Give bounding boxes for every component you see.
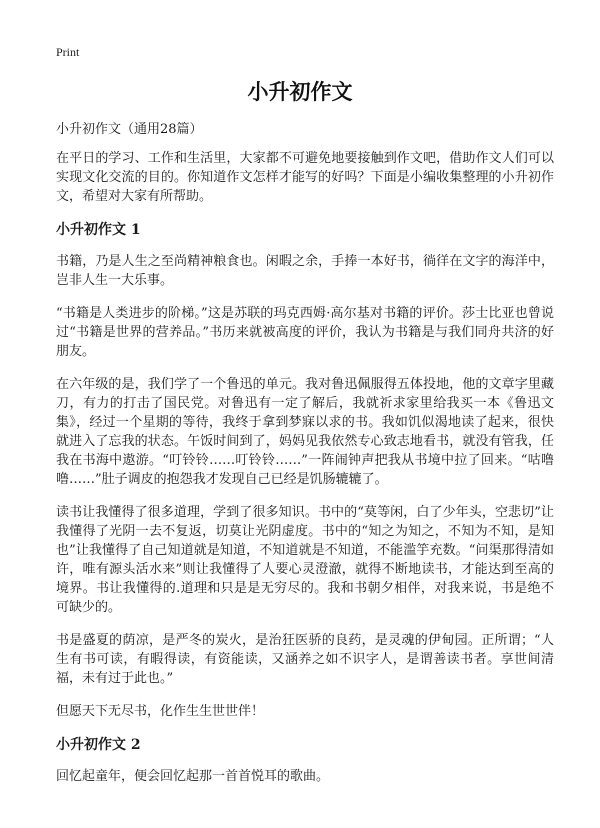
- article-subtitle: 小升初作文（通用28篇）: [56, 122, 203, 137]
- section-1-paragraph-1: 书籍，乃是人生之至尚精神粮食也。闲暇之余，手捧一本好书，徜徉在文字的海洋中，岂非人生一大乐事。: [56, 254, 554, 288]
- section-1-paragraph-3: 在六年级的是，我们学了一个鲁迅的单元。我对鲁迅佩服得五体投地，他的文章字里藏刀，有力的打击了国民党。对鲁迅有一定了解后，我就祈求家里给我买一本《鲁迅文集》，经过一个星期的等待，我终于拿到梦寐以求的书。我如饥似渴地读了起来，很快就进入了忘我的状态。午饭时间到了，妈妈见我依然专心致志地看书，就没有管我，任我在书海中遨游。“叮铃铃……叮铃铃……”一阵闹钟声把我从书境中拉了回来。“咕噜噜……”肚子调皮的抱怨我才发现自己已经是饥肠辘辘了。: [56, 377, 554, 487]
- section-heading-1: 小升初作文 1: [56, 222, 141, 238]
- section-2-paragraph-1: 回忆起童年，便会回忆起那一首首悦耳的歌曲。: [56, 769, 330, 784]
- print-link[interactable]: Print: [56, 45, 80, 59]
- section-heading-2: 小升初作文 2: [56, 737, 141, 753]
- article-body: [56, 120, 554, 800]
- page-title: 小升初作文: [247, 80, 353, 104]
- section-1-paragraph-6: 但愿天下无尽书，化作生生世世伴！: [56, 704, 265, 719]
- section-1-paragraph-5: 书是盛夏的荫凉，是严冬的炭火，是治狂医骄的良药，是灵魂的伊甸园。正所谓；“人生有书可读，有暇得读，有资能读，又涵养之如不识字人，是谓善读书者。享世间清福，未有过于此也。”: [56, 633, 554, 686]
- section-1-paragraph-2: “书籍是人类进步的阶梯。”这是苏联的玛克西姆·高尔基对书籍的评价。莎士比亚也曾说过“书籍是世界的营养品。”书历来就被高度的评价，我认为书籍是与我们同舟共济的好朋友。: [56, 306, 554, 359]
- section-1-paragraph-4: 读书让我懂得了很多道理，学到了很多知识。书中的“莫等闲，白了少年头，空悲切”让我懂得了光阴一去不复返，切莫让光阴虚度。书中的“知之为知之，不知为不知，是知也”让我懂得了自己知道就是知道，不知道就是不知道，不能滥竽充数。“问渠那得清如许，唯有源头活水来”则让我懂得了人要心灵澄澈，就得不断地读书，才能达到至高的境界。书让我懂得的.道理和只是是无穷尽的。我和书朝夕相伴，对我来说，书是绝不可缺少的。: [56, 505, 554, 615]
- intro-paragraph: 在平日的学习、工作和生活里，大家都不可避免地要接触到作文吧，借助作文人们可以实现文化交流的目的。你知道作文怎样才能写的好吗？下面是小编收集整理的小升初作文，希望对大家有所帮助。: [56, 151, 554, 204]
